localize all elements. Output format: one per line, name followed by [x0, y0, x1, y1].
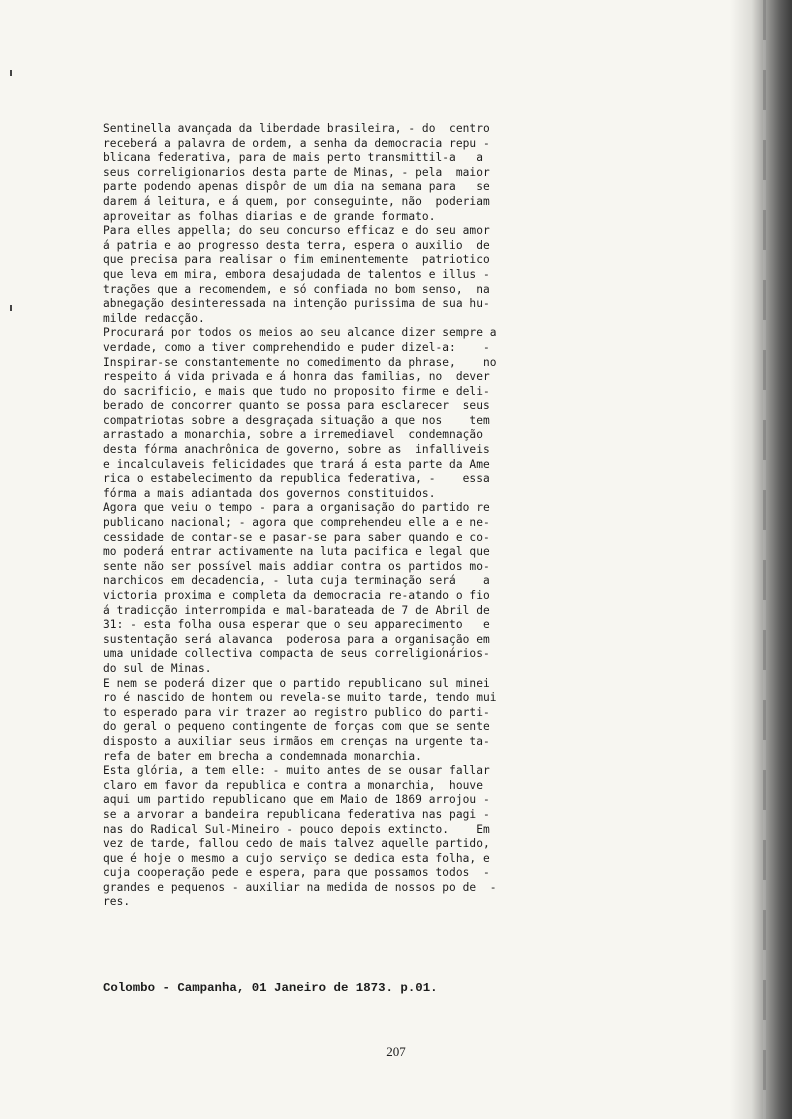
text-line: abnegação desinteressada na intenção purissima de sua hu- — [103, 297, 490, 311]
text-line: fórma a mais adiantada dos governos constituidos. — [103, 486, 436, 500]
text-line: E nem se poderá dizer que o partido republicano sul minei — [103, 676, 490, 690]
scan-edge-mark — [763, 0, 766, 1119]
text-line: sustentação será alavanca poderosa para a organisação em — [103, 632, 490, 646]
text-line: victoria proxima e completa da democracia re-atando o fio — [103, 589, 490, 602]
text-line: berado de concorrer quanto se possa para esclarecer seus — [103, 399, 490, 413]
text-line: do sacrificio, e mais que tudo no proposito firme e deli- — [103, 384, 490, 398]
text-line: que leva em mira, embora desajudada de talentos e illus - — [103, 267, 490, 281]
text-line: Inspirar-se constantemente no comedimento da phrase, no — [103, 355, 497, 369]
page-number: 207 — [386, 1044, 406, 1059]
text-line: compatriotas sobre a desgraçada situação a que nos tem — [103, 413, 490, 427]
text-line: disposto a auxiliar seus irmãos em crenças na urgente ta- — [103, 734, 490, 748]
text-line: narchicos em decadencia, - luta cuja terminação será a — [103, 574, 490, 588]
text-line: Esta glória, a tem elle: - muito antes de se ousar fallar — [103, 764, 490, 778]
text-line: sente não ser possível mais addiar contra os partidos mo- — [103, 559, 490, 573]
text-line: receberá a palavra de ordem, a senha da democracia repu - — [103, 136, 490, 150]
text-line: darem á leitura, e á quem, por conseguinte, não poderiam — [103, 194, 490, 208]
text-line: que precisa para realisar o fim eminentemente patriotico — [103, 253, 490, 267]
text-line: e incalculaveis felicidades que trará á esta parte da Ame — [103, 457, 490, 471]
text-line: respeito á vida privada e á honra das familias, no dever — [103, 370, 490, 384]
text-line: parte podendo apenas dispôr de um dia na semana para se — [103, 180, 490, 194]
text-line: arrastado a monarchia, sobre a irremediavel condemnação — [103, 428, 483, 442]
text-line: res. — [103, 895, 131, 909]
text-line: 31: - esta folha ousa esperar que o seu apparecimento e — [103, 618, 490, 632]
text-line: Procurará por todos os meios ao seu alcance dizer sempre a — [103, 326, 497, 340]
text-line: aproveitar as folhas diarias e de grande formato. — [103, 209, 436, 223]
text-line: ro é nascido de hontem ou revela-se muito tarde, tendo mui — [103, 691, 497, 705]
text-line: claro em favor da republica e contra a monarchia, houve — [103, 778, 483, 792]
scan-speck — [10, 70, 12, 76]
text-line: Sentinella avançada da liberdade brasileira, - do centro — [103, 122, 490, 135]
text-line: refa de bater em brecha a condemnada monarchia. — [103, 749, 422, 763]
text-line: seus correligionarios desta parte de Minas, - pela maior — [103, 165, 490, 179]
text-line: cuja cooperação pede e espera, para que possamos todos - — [103, 866, 490, 880]
text-line: publicano nacional; - agora que comprehendeu elle a e ne- — [103, 516, 490, 530]
text-line: rica o estabelecimento da republica federativa, - essa — [103, 472, 490, 486]
text-line: á patria e ao progresso desta terra, espera o auxilio de — [103, 238, 490, 252]
text-line: do geral o pequeno contingente de forças com que se sente — [103, 720, 490, 734]
body-text — [103, 122, 603, 910]
scan-speck — [10, 305, 12, 311]
text-line: aqui um partido republicano que em Maio de 1869 arrojou - — [103, 793, 490, 807]
text-line: se a arvorar a bandeira republicana federativa nas pagi - — [103, 807, 490, 821]
text-line: blicana federativa, para de mais perto transmittil-a a — [103, 151, 483, 165]
text-line: cessidade de contar-se e pasar-se para saber quando e co- — [103, 530, 490, 544]
scan-edge-shadow — [730, 0, 792, 1119]
text-line: nas do Radical Sul-Mineiro - pouco depois extincto. Em — [103, 822, 490, 836]
text-line: á tradicção interrompida e mal-barateada de 7 de Abril de — [103, 603, 490, 617]
text-line: milde redacção. — [103, 311, 205, 325]
text-line: trações que a recomendem, e só confiada no bom senso, na — [103, 282, 490, 296]
text-line: uma unidade collectiva compacta de seus correligionários- — [103, 647, 490, 661]
text-line: verdade, como a tiver comprehendido e puder dizel-a: - — [103, 340, 490, 354]
text-line: do sul de Minas. — [103, 661, 212, 675]
text-line: que é hoje o mesmo a cujo serviço se dedica esta folha, e — [103, 851, 490, 865]
text-line: Para elles appella; do seu concurso efficaz e do seu amor — [103, 224, 490, 238]
text-line: to esperado para vir trazer ao registro publico do parti- — [103, 705, 490, 719]
text-line: desta fórma anachrônica de governo, sobre as infalliveis — [103, 443, 490, 457]
text-line: grandes e pequenos - auxiliar na medida de nossos po de - — [103, 880, 497, 894]
source-citation: Colombo - Campanha, 01 Janeiro de 1873. p.01. — [103, 981, 438, 995]
text-line: mo poderá entrar activamente na luta pacifica e legal que — [103, 545, 490, 559]
text-line: Agora que veiu o tempo - para a organisação do partido re — [103, 501, 490, 515]
text-line: vez de tarde, fallou cedo de mais talvez aquelle partido, — [103, 837, 490, 851]
